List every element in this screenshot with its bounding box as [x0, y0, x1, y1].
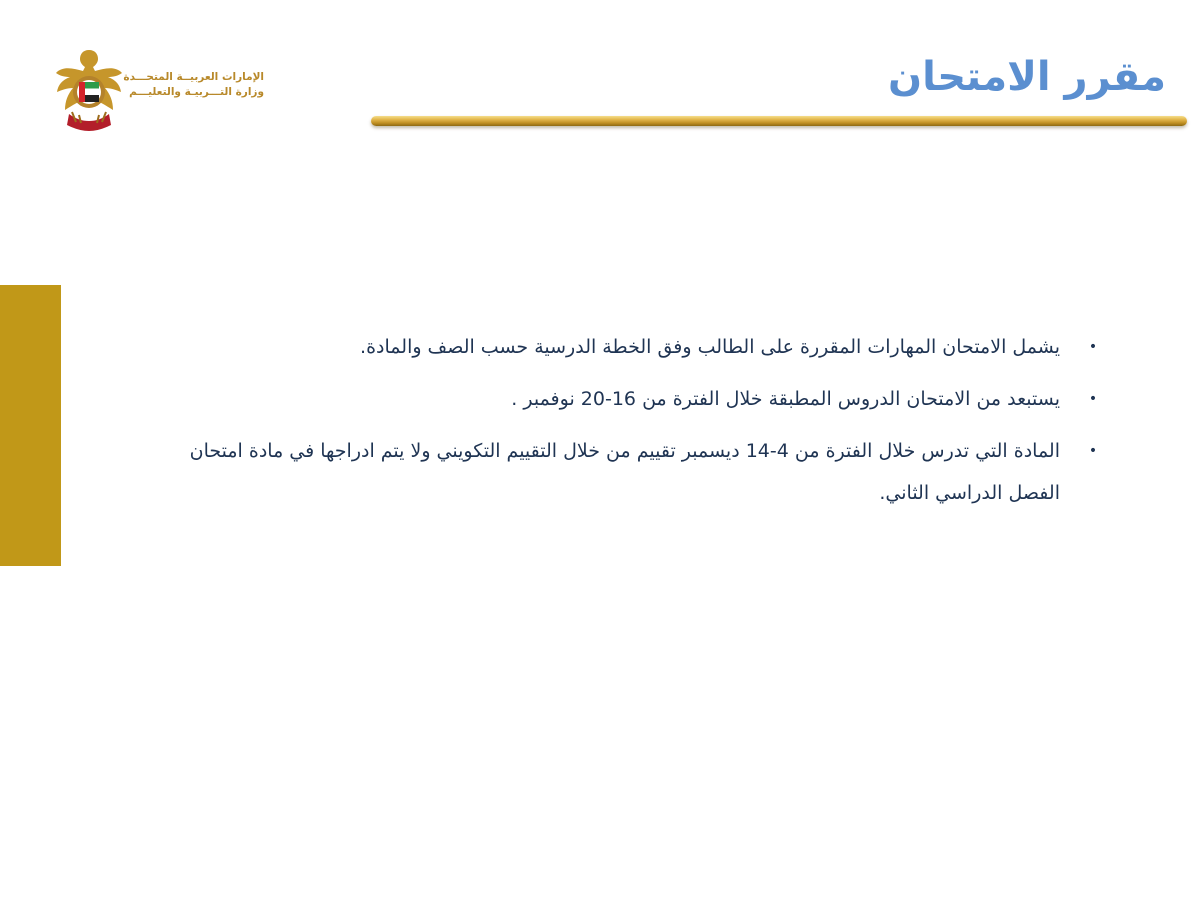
- ministry-logo: [52, 46, 272, 136]
- logo-text-line-1: الإمارات العربيــة المتحـــدة: [123, 71, 264, 83]
- bullet-text-2: يستبعد من الامتحان الدروس المطبقة خلال الفترة من 16-20 نوفمبر .: [511, 388, 1060, 410]
- gold-side-bar: [0, 285, 61, 566]
- exam-scope-bullet-list: [150, 326, 1152, 524]
- bullet-item-3: [150, 430, 1152, 514]
- title-divider: [371, 116, 1187, 126]
- page-title: مقرر الامتحان: [888, 54, 1166, 100]
- bullet-dot-icon: •: [1088, 443, 1098, 459]
- bullet-item-1: [150, 326, 1152, 368]
- logo-text-line-2: وزارة التـــربيـة والتعليـــم: [129, 86, 264, 98]
- bullet-dot-icon: •: [1088, 391, 1098, 407]
- uae-falcon-emblem-icon: [52, 46, 126, 134]
- bullet-text-1: يشمل الامتحان المهارات المقررة على الطالب وفق الخطة الدرسية حسب الصف والمادة.: [360, 336, 1060, 358]
- bullet-item-2: [150, 378, 1152, 420]
- bullet-dot-icon: •: [1088, 339, 1098, 355]
- bullet-text-3: المادة التي تدرس خلال الفترة من 4-14 ديسمبر تقييم من خلال التقييم التكويني ولا يتم ادراجها في مادة امتحان الفصل الدراسي الثاني.: [189, 440, 1060, 504]
